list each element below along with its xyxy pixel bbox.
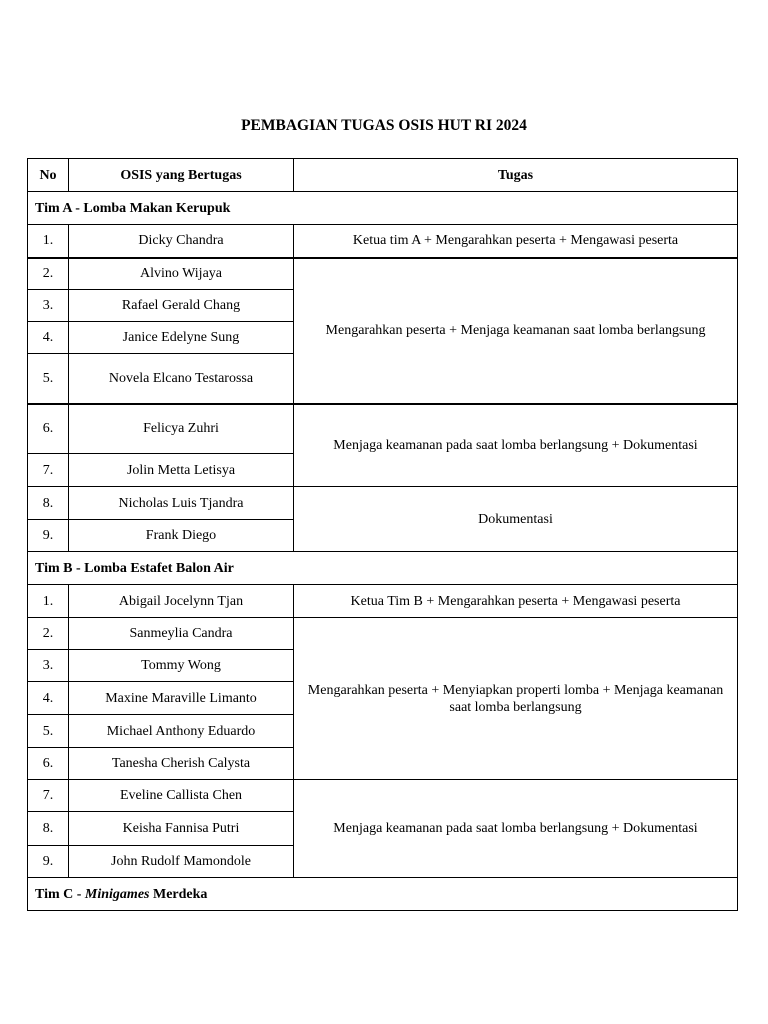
row-no: 3. <box>28 290 69 322</box>
row-task: Menjaga keamanan pada saat lomba berlangsung + Dokumentasi <box>294 780 738 878</box>
row-name: Sanmeylia Candra <box>69 618 294 650</box>
page-title: PEMBAGIAN TUGAS OSIS HUT RI 2024 <box>241 117 527 134</box>
row-name: Keisha Fannisa Putri <box>69 812 294 846</box>
row-task: Ketua tim A + Mengarahkan peserta + Mengawasi peserta <box>294 225 738 258</box>
header-no: No <box>28 159 69 192</box>
team-c-row <box>28 878 738 911</box>
team-c-label-suffix: Merdeka <box>149 886 208 902</box>
row-name: Dicky Chandra <box>69 225 294 258</box>
row-name: Frank Diego <box>69 520 294 552</box>
row-name: Tommy Wong <box>69 650 294 682</box>
table-row <box>28 404 738 454</box>
row-name: Nicholas Luis Tjandra <box>69 487 294 520</box>
row-task: Ketua Tim B + Mengarahkan peserta + Mengawasi peserta <box>294 585 738 618</box>
row-name: Maxine Maraville Limanto <box>69 682 294 715</box>
row-name: Eveline Callista Chen <box>69 780 294 812</box>
row-no: 5. <box>28 354 69 404</box>
row-task: Mengarahkan peserta + Menyiapkan properti lomba + Menjaga keamanan saat lomba berlangsung <box>294 618 738 780</box>
row-no: 3. <box>28 650 69 682</box>
row-no: 8. <box>28 487 69 520</box>
row-no: 4. <box>28 322 69 354</box>
row-no: 9. <box>28 520 69 552</box>
row-no: 5. <box>28 715 69 748</box>
row-name: John Rudolf Mamondole <box>69 846 294 878</box>
row-name: Janice Edelyne Sung <box>69 322 294 354</box>
table-row <box>28 258 738 290</box>
row-task: Menjaga keamanan pada saat lomba berlangsung + Dokumentasi <box>294 404 738 487</box>
team-c-label <box>28 878 738 911</box>
header-row <box>28 159 738 192</box>
row-no: 2. <box>28 258 69 290</box>
team-a-row <box>28 192 738 225</box>
row-no: 4. <box>28 682 69 715</box>
table-row <box>28 780 738 812</box>
row-task: Mengarahkan peserta + Menjaga keamanan saat lomba berlangsung <box>294 258 738 404</box>
row-no: 1. <box>28 225 69 258</box>
row-task: Dokumentasi <box>294 487 738 552</box>
row-no: 6. <box>28 404 69 454</box>
row-no: 7. <box>28 780 69 812</box>
row-name: Felicya Zuhri <box>69 404 294 454</box>
duty-table <box>27 158 738 911</box>
team-b-label: Tim B - Lomba Estafet Balon Air <box>28 552 738 585</box>
row-no: 1. <box>28 585 69 618</box>
header-task: Tugas <box>294 159 738 192</box>
table-row <box>28 225 738 258</box>
row-name: Novela Elcano Testarossa <box>69 354 294 404</box>
team-b-row <box>28 552 738 585</box>
header-name: OSIS yang Bertugas <box>69 159 294 192</box>
row-name: Jolin Metta Letisya <box>69 454 294 487</box>
row-name: Alvino Wijaya <box>69 258 294 290</box>
team-a-label: Tim A - Lomba Makan Kerupuk <box>28 192 738 225</box>
row-name: Michael Anthony Eduardo <box>69 715 294 748</box>
row-no: 7. <box>28 454 69 487</box>
row-name: Tanesha Cherish Calysta <box>69 748 294 780</box>
team-c-label-italic: Minigames <box>84 886 150 902</box>
row-no: 6. <box>28 748 69 780</box>
row-name: Abigail Jocelynn Tjan <box>69 585 294 618</box>
table-row <box>28 585 738 618</box>
row-name: Rafael Gerald Chang <box>69 290 294 322</box>
row-no: 9. <box>28 846 69 878</box>
table-row <box>28 487 738 520</box>
row-no: 2. <box>28 618 69 650</box>
team-c-label-prefix: Tim C - <box>35 886 85 902</box>
row-no: 8. <box>28 812 69 846</box>
table-row <box>28 618 738 650</box>
